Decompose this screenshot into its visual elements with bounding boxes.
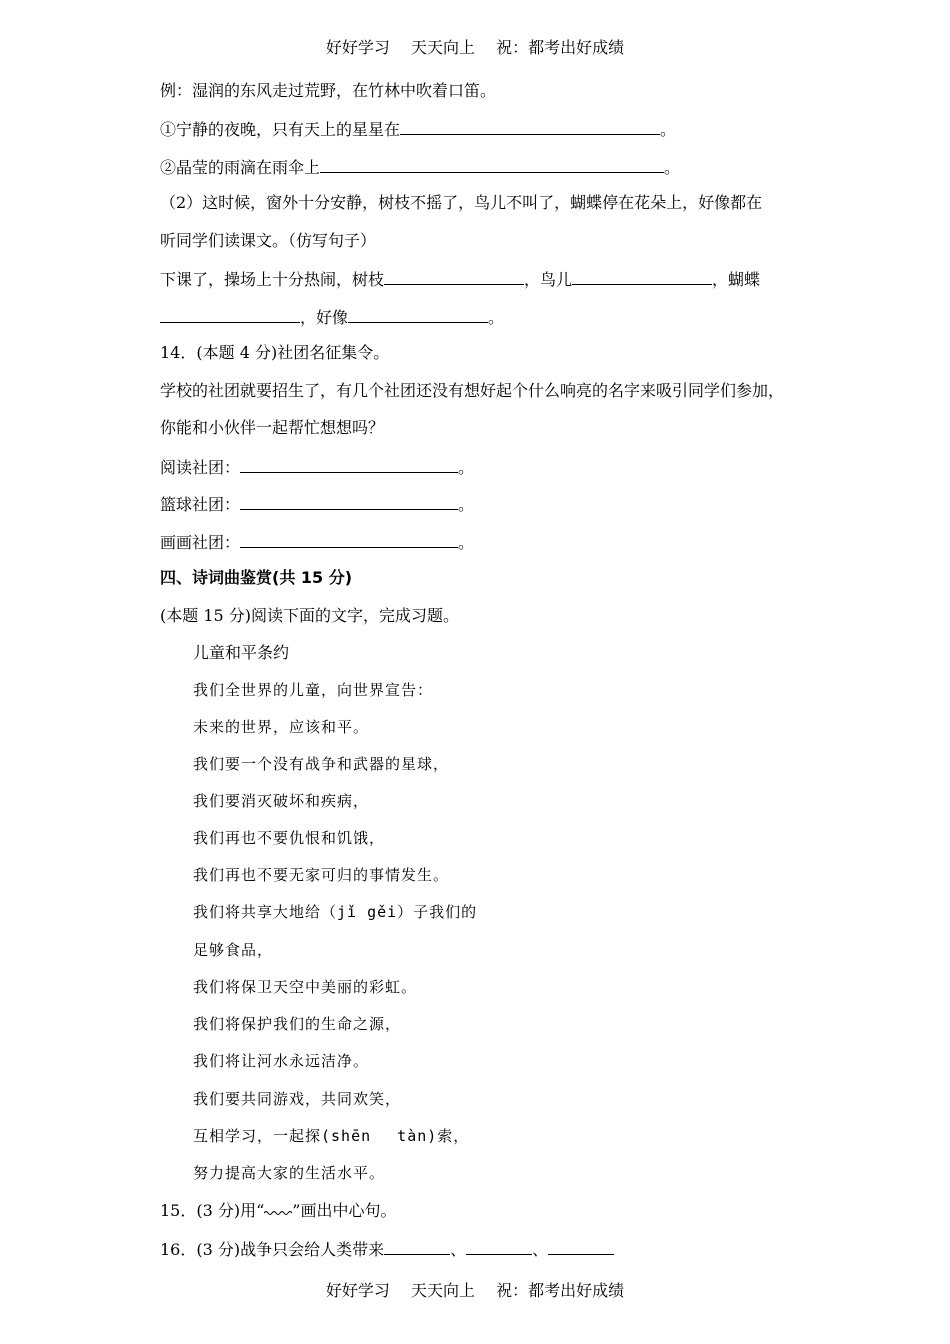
period: 。 [458, 495, 475, 514]
q14-title: 14．(本题 4 分)社团名征集令。 [160, 343, 390, 362]
q14-reading-club [160, 456, 474, 478]
period: 。 [458, 458, 475, 477]
q15-text-b: ”画出中心句。 [292, 1201, 397, 1220]
period: 。 [664, 158, 681, 177]
q13-part2-line-1: （2）这时候，窗外十分安静，树枝不摇了，鸟儿不叫了，蝴蝶停在花朵上，好像都在 [160, 193, 763, 212]
painting-club-label: 画画社团： [160, 533, 241, 552]
poem-line: 我们要共同游戏，共同欢笑， [193, 1090, 402, 1108]
footer-text-1: 好好学习 [325, 1281, 390, 1300]
header-text-1: 好好学习 [325, 38, 390, 57]
item-2-text: ②晶莹的雨滴在雨伞上 [160, 158, 321, 177]
poem-line: 我们将保护我们的生命之源， [193, 1015, 402, 1033]
answer-blank[interactable] [348, 306, 488, 323]
poem-line: 未来的世界，应该和平。 [193, 718, 370, 736]
q13-imitation-line-1 [160, 268, 760, 290]
answer-blank[interactable] [548, 1238, 614, 1255]
poem-line: 努力提高大家的生活水平。 [193, 1164, 386, 1182]
poem-line: 我们再也不要无家可归的事情发生。 [193, 866, 450, 884]
poem-line: 互相学习，一起探(shēn tàn)索， [193, 1127, 470, 1145]
poem-title: 儿童和平条约 [193, 643, 290, 662]
answer-blank[interactable] [320, 156, 664, 173]
item-1-text: ①宁静的夜晚，只有天上的星星在 [160, 120, 401, 139]
example-sentence: 例：湿润的东风走过荒野，在竹林中吹着口笛。 [160, 81, 497, 100]
answer-blank[interactable] [240, 531, 458, 548]
poem-line: 我们要消灭破坏和疾病， [193, 792, 370, 810]
imitation-text-a: 下课了，操场上十分热闹，树枝 [160, 270, 385, 289]
q14-painting-club [160, 531, 474, 553]
answer-blank[interactable] [572, 268, 712, 285]
q15-text-a: 15．(3 分)用“ [160, 1201, 265, 1220]
q14-desc-2: 你能和小伙伴一起帮忙想想吗？ [160, 418, 385, 437]
separator: 、 [532, 1240, 549, 1259]
poem-line: 我们全世界的儿童，向世界宣告： [193, 681, 434, 699]
imitation-text-d: ，好像 [300, 308, 349, 327]
poem-line: 我们要一个没有战争和武器的星球， [193, 755, 450, 773]
poem-line: 我们将让河水永远洁净。 [193, 1052, 370, 1070]
page-header [0, 38, 950, 58]
period: 。 [488, 308, 505, 327]
period: 。 [660, 120, 677, 139]
header-text-2: 天天向上 [410, 38, 475, 57]
q15 [160, 1201, 396, 1221]
q16-text: 16．(3 分)战争只会给人类带来 [160, 1240, 385, 1259]
imitation-text-b: ，鸟儿 [524, 270, 573, 289]
answer-blank[interactable] [400, 118, 660, 135]
poem-line: 足够食品， [193, 941, 274, 959]
header-text-3: 祝：都考出好成绩 [496, 38, 625, 57]
q14-desc-1: 学校的社团就要招生了，有几个社团还没有想好起个什么响亮的名字来吸引同学们参加， [160, 381, 785, 400]
q13-item-1 [160, 118, 676, 140]
page-footer [0, 1281, 950, 1301]
q13-item-2 [160, 156, 680, 178]
basketball-club-label: 篮球社团： [160, 495, 241, 514]
poem-line: 我们将共享大地给（jǐ gěi）子我们的 [193, 903, 478, 921]
answer-blank[interactable] [240, 493, 458, 510]
poem-line: 我们再也不要仇恨和饥饿， [193, 829, 386, 847]
wavy-underline-icon [264, 1208, 292, 1216]
poem-line: 我们将保卫天空中美丽的彩虹。 [193, 978, 418, 996]
q13-imitation-line-2 [160, 306, 504, 328]
q14-basketball-club [160, 493, 474, 515]
answer-blank[interactable] [384, 1238, 450, 1255]
footer-text-3: 祝：都考出好成绩 [496, 1281, 625, 1300]
footer-text-2: 天天向上 [410, 1281, 475, 1300]
section-4-intro: (本题 15 分)阅读下面的文字，完成习题。 [160, 606, 460, 625]
answer-blank[interactable] [240, 456, 458, 473]
section-4-title: 四、诗词曲鉴赏(共 15 分) [160, 568, 353, 587]
q16 [160, 1238, 614, 1260]
answer-blank[interactable] [384, 268, 524, 285]
reading-club-label: 阅读社团： [160, 458, 241, 477]
answer-blank[interactable] [160, 306, 300, 323]
answer-blank[interactable] [466, 1238, 532, 1255]
q13-part2-line-2: 听同学们读课文。（仿写句子） [160, 231, 377, 250]
separator: 、 [450, 1240, 467, 1259]
period: 。 [458, 533, 475, 552]
imitation-text-c: ，蝴蝶 [712, 270, 761, 289]
